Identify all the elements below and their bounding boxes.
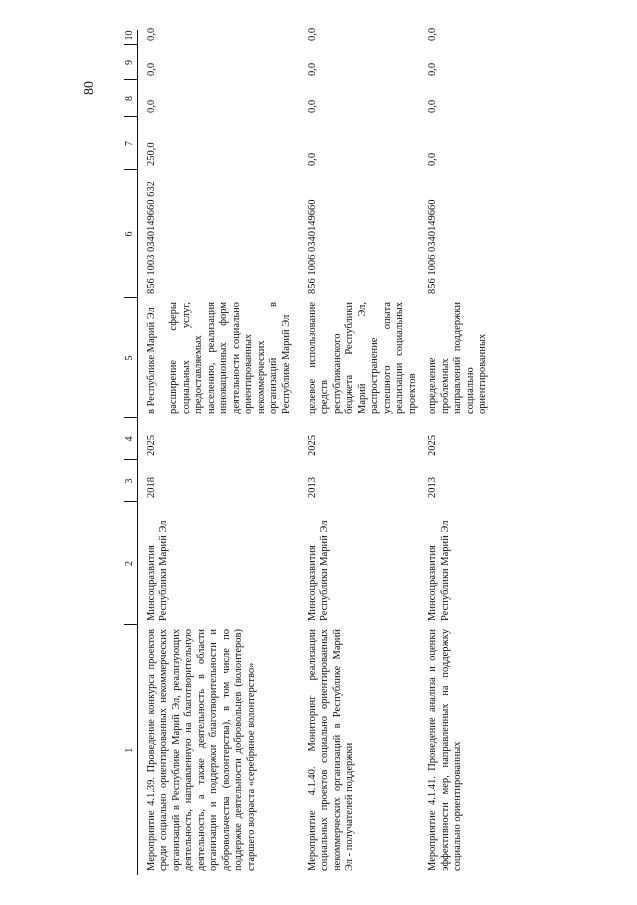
value-col10-cell: 0,0 — [145, 27, 157, 41]
col-header-10: 10 — [124, 30, 137, 45]
col-header-3: 3 — [124, 460, 137, 502]
executor-cell: Минсоцразвития Республики Марий Эл — [145, 520, 169, 621]
col-header-1: 1 — [124, 625, 137, 875]
value-col7-cell: 250,0 — [145, 142, 157, 166]
budget-code-cell: 856 1006 0340149660 — [306, 199, 318, 294]
page-number: 80 — [82, 81, 97, 95]
table-row — [137, 30, 299, 875]
col-header-7: 7 — [124, 117, 137, 170]
value-col10-cell: 0,0 — [306, 27, 318, 41]
value-col10-cell: 0,0 — [427, 27, 438, 41]
start-year-cell: 2013 — [427, 477, 438, 498]
col-header-5: 5 — [124, 298, 137, 418]
result-cell — [137, 298, 299, 418]
budget-code-cell: 856 1003 0340149660 632 — [145, 181, 157, 294]
value-col9-cell: 0,0 — [145, 62, 157, 76]
value-col9-cell: 0,0 — [427, 62, 438, 76]
value-col8-cell: 0,0 — [427, 99, 438, 113]
result-cell: целевое использование средств республиканского бюджета Республики Марий Эл, распространение успешного опыта реализации социальных проектов — [306, 302, 418, 414]
value-col7-cell: 0,0 — [427, 152, 438, 166]
executor-cell: Минсоцразвития Республики Марий Эл — [427, 520, 451, 621]
header-row — [124, 30, 137, 875]
table-row — [299, 30, 420, 875]
result-text: расширение сферы социальных услуг, предоставляемых населению, реализация инновационных форм деятельности социально ориентированных некоммерческих организаций в Республике Марий Эл — [168, 302, 292, 414]
table-row — [419, 30, 517, 875]
col-header-6: 6 — [124, 170, 137, 298]
continuation-text: в Республике Марий Эл — [145, 307, 157, 414]
value-col9-cell: 0,0 — [306, 62, 318, 76]
col-header-9: 9 — [124, 45, 137, 80]
executor-cell: Минсоцразвития Республики Марий Эл — [306, 520, 330, 621]
end-year-cell: 2025 — [306, 435, 318, 456]
value-col8-cell: 0,0 — [306, 99, 318, 113]
result-cell: определение проблемных направлений поддержки социально ориентированных — [427, 302, 488, 414]
event-cell: Мероприятие 4.1.41. Проведение анализа и оценки эффективности мер, направленных на поддержку социально ориентированных — [427, 629, 463, 871]
program-table — [124, 27, 517, 875]
event-cell: Мероприятие 4.1.39. Проведение конкурса проектов среди социально ориентированных некоммерческих организаций в Республике Марий Эл, реализующих деятельность, направленную на благотворительную деятельность, а также деятельность в области организации и поддержки благотворительности и добровольчества (волонтерства), в том числе по поддержке деятельности добровольцев (волонтеров) старшего возраста «серебряное волонтерство» — [145, 629, 257, 871]
end-year-cell: 2025 — [145, 435, 157, 456]
start-year-cell: 2018 — [145, 477, 157, 498]
budget-code-cell: 856 1006 0340149660 — [427, 199, 438, 294]
col-header-2: 2 — [124, 502, 137, 625]
col-header-8: 8 — [124, 80, 137, 117]
col-header-4: 4 — [124, 418, 137, 460]
event-cell: Мероприятие 4.1.40. Мониторинг реализации социальных проектов социально ориентированных некоммерческих организаций в Республике Марий Эл - получателей поддержки — [306, 629, 355, 871]
value-col8-cell: 0,0 — [145, 99, 157, 113]
value-col7-cell: 0,0 — [306, 152, 318, 166]
start-year-cell: 2013 — [306, 477, 318, 498]
end-year-cell: 2025 — [427, 435, 438, 456]
